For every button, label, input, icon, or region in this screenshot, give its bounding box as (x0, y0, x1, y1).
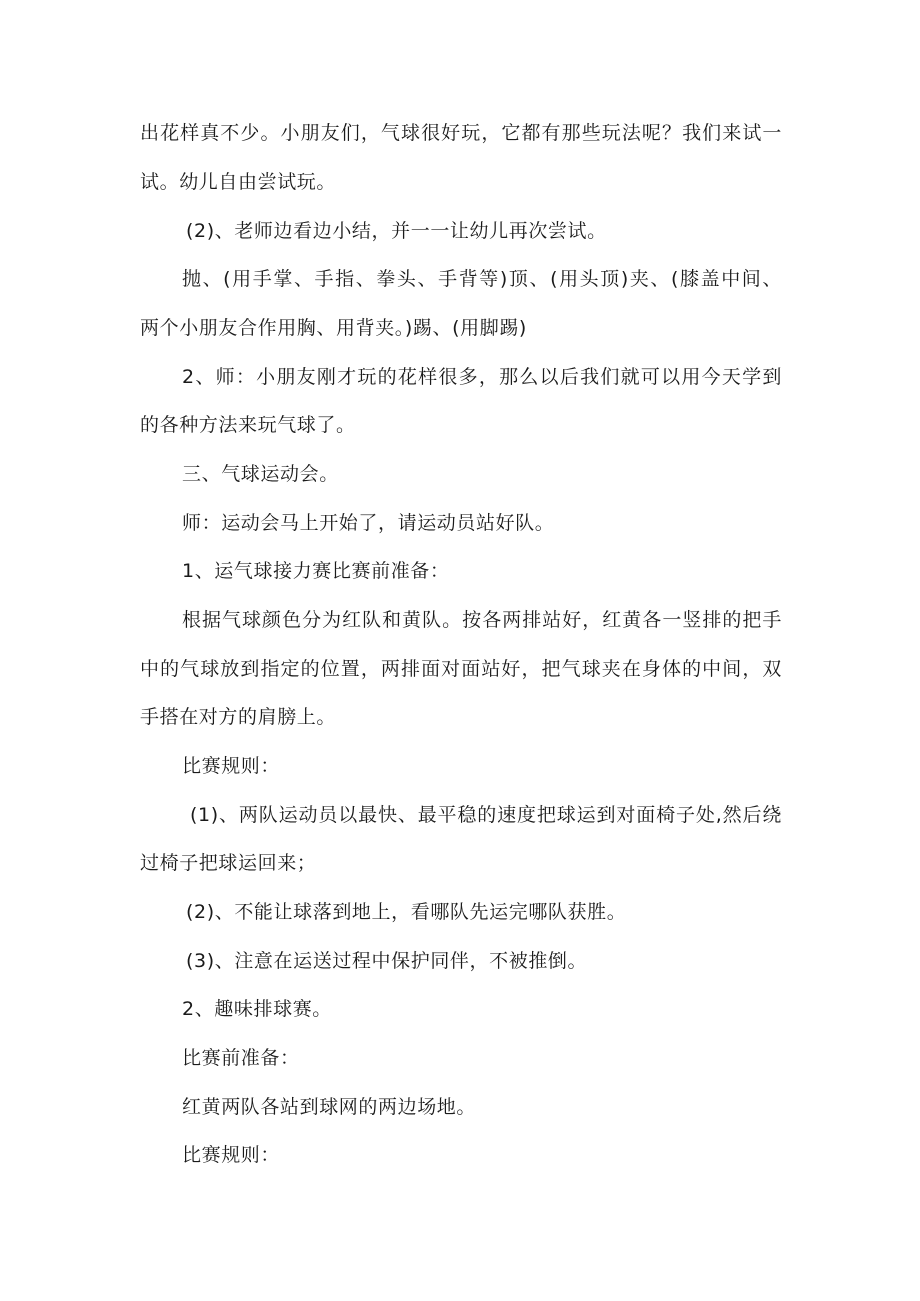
paragraph-line: (2)、不能让球落到地上，看哪队先运完哪队获胜。 (186, 901, 627, 923)
paragraph-line: 手搭在对方的肩膀上。 (140, 706, 337, 728)
subsection-heading: 2、趣味排球赛。 (182, 998, 332, 1020)
paragraph-line: 中的气球放到指定的位置，两排面对面站好，把气球夹在身体的中间，双 (140, 658, 782, 680)
paragraph-line: 师：运动会马上开始了，请运动员站好队。 (182, 512, 555, 534)
paragraph-line: (2)、老师边看边小结，并一一让幼儿再次尝试。 (186, 220, 607, 242)
paragraph-line: 2、师：小朋友刚才玩的花样很多，那么以后我们就可以用今天学到 (182, 366, 782, 388)
paragraph-line: 比赛规则： (182, 1144, 281, 1166)
paragraph-line: (1)、两队运动员以最快、最平稳的速度把球运到对面椅子处,然后绕 (190, 804, 782, 826)
paragraph-line: 两个小朋友合作用胸、用背夹。)踢、(用脚踢) (140, 317, 527, 339)
subsection-heading: 1、运气球接力赛比赛前准备： (182, 560, 450, 582)
paragraph-line: 试。幼儿自由尝试玩。 (140, 171, 337, 193)
paragraph-line: 的各种方法来玩气球了。 (140, 414, 356, 436)
section-heading: 三、气球运动会。 (182, 463, 339, 485)
paragraph-line: 过椅子把球运回来； (140, 852, 317, 874)
paragraph-line: 红黄两队各站到球网的两边场地。 (182, 1096, 477, 1118)
paragraph-line: 出花样真不少。小朋友们，气球很好玩，它都有那些玩法呢？我们来试一 (140, 122, 782, 144)
paragraph-line: 比赛规则： (182, 755, 281, 777)
paragraph-line: 抛、(用手掌、手指、拳头、手背等)顶、(用头顶)夹、(膝盖中间、 (182, 268, 782, 290)
paragraph-line: (3)、注意在运送过程中保护同伴，不被推倒。 (186, 950, 588, 972)
paragraph-line: 根据气球颜色分为红队和黄队。按各两排站好，红黄各一竖排的把手 (182, 609, 782, 631)
paragraph-line: 比赛前准备： (182, 1047, 300, 1069)
